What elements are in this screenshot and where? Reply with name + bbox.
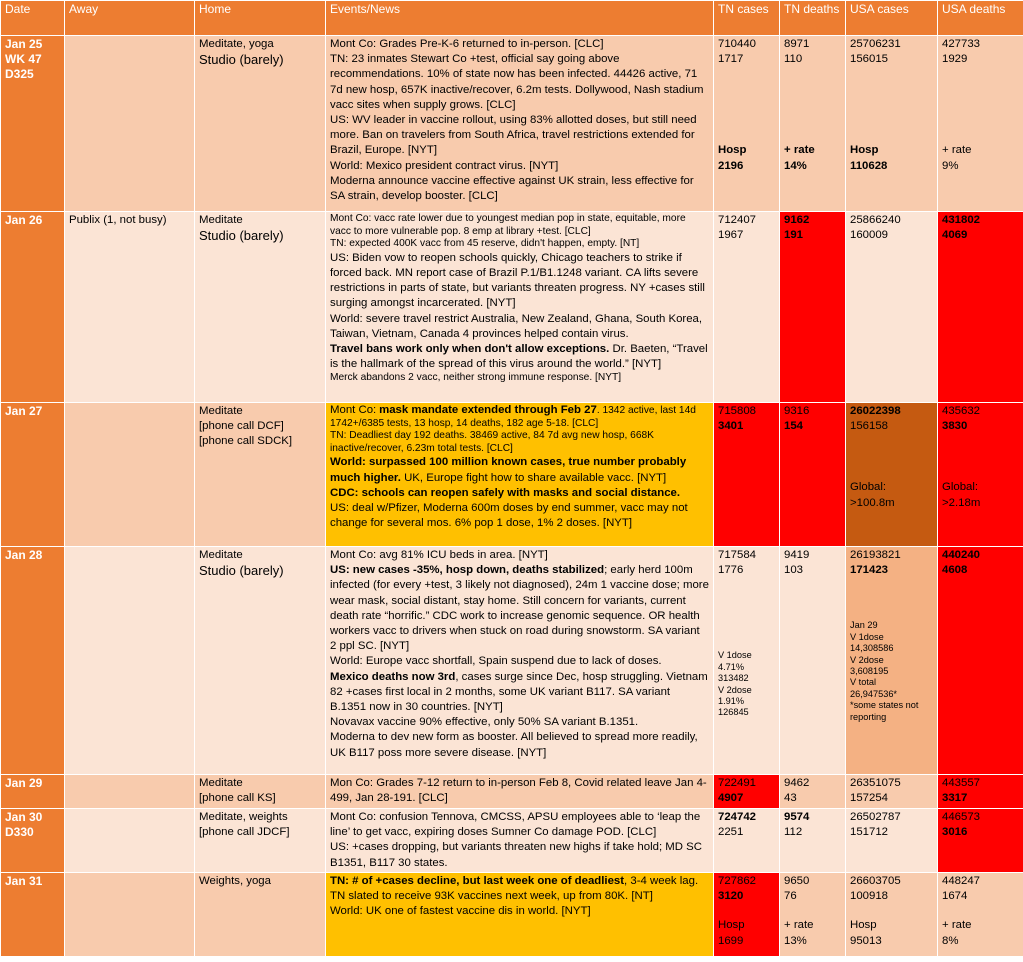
tn-deaths-cell: 9316 154 (780, 403, 846, 547)
tn-deaths-cell: 8971 110 + rate 14% (780, 36, 846, 212)
home-cell: Meditate [phone call DCF] [phone call SDCK] (195, 403, 326, 547)
tn-cases-cell: 710440 1717 Hosp 2196 (714, 36, 780, 212)
date-cell: Jan 30 D330 (1, 809, 65, 873)
tn-cases-cell: 724742 2251 (714, 809, 780, 873)
home-cell: Weights, yoga (195, 873, 326, 957)
away-cell (65, 36, 195, 212)
events-cell: TN: # of +cases decline, but last week one of deadliest, 3-4 week lag. TN slated to receive 93K vaccines next week, up from 80K. [NT] World: UK one of fastest vaccine dis in world. [NYT] (326, 873, 714, 957)
tn-deaths-cell: 9419 103 (780, 547, 846, 775)
tn-deaths-cell: 9162 191 (780, 212, 846, 403)
away-cell (65, 809, 195, 873)
date-cell: Jan 27 (1, 403, 65, 547)
home-cell: Meditate, weights [phone call JDCF] (195, 809, 326, 873)
events-cell: Mont Co: mask mandate extended through Feb 27. 1342 active, last 14d 1742+/6385 tests, 13 hosp, 14 deaths, 182 age 5-18. [CLC] TN: Deadliest day 192 deaths. 38469 active, 84 7d avg new hosp, 668K inactive/recover, 6.23m total tests. [CLC] World: surpassed 100 million known cases, true number probably much higher. UK, Europe fight how to share available vacc. [NYT] CDC: schools can reopen safely with masks and social distance. US: deal w/Pfizer, Moderna 600m doses by end summer, vacc may not change for several mos. 6% pop 1 dose, 1% 2 doses. [NYT] (326, 403, 714, 547)
usa-cases-cell: 26022398 156158 Global: >100.8m (846, 403, 938, 547)
home-cell: Meditate, yoga Studio (barely) (195, 36, 326, 212)
tn-cases-cell: 712407 1967 (714, 212, 780, 403)
home-cell: Meditate [phone call KS] (195, 775, 326, 809)
table-row (1, 403, 1023, 547)
home-cell: Meditate Studio (barely) (195, 212, 326, 403)
header-tn-deaths: TN deaths (780, 1, 846, 36)
away-cell (65, 775, 195, 809)
usa-deaths-cell: 440240 4608 (938, 547, 1023, 775)
usa-cases-cell: 25706231 156015 Hosp 110628 (846, 36, 938, 212)
tn-cases-cell: 722491 4907 (714, 775, 780, 809)
tn-deaths-cell: 9462 43 (780, 775, 846, 809)
header-away: Away (65, 1, 195, 36)
usa-cases-cell: 26351075 157254 (846, 775, 938, 809)
usa-cases-cell: 26603705 100918 Hosp 95013 (846, 873, 938, 957)
date-cell: Jan 26 (1, 212, 65, 403)
usa-cases-cell: 26502787 151712 (846, 809, 938, 873)
header-events: Events/News (326, 1, 714, 36)
table-row (1, 775, 1023, 809)
events-cell: Mont Co: confusion Tennova, CMCSS, APSU employees able to ‘leap the line’ to get vacc, expiring doses Sumner Co damage POD. [CLC] US: +cases dropping, but variants threaten new highs if take hold; MD SC B1351, B117 30 states. (326, 809, 714, 873)
usa-deaths-cell: 427733 1929 + rate 9% (938, 36, 1023, 212)
usa-deaths-cell: 446573 3016 (938, 809, 1023, 873)
usa-deaths-cell: 443557 3317 (938, 775, 1023, 809)
away-cell (65, 403, 195, 547)
usa-cases-cell: 26193821 171423 Jan 29 V 1dose 14,308586 V 2dose 3,608195 V total 26,947536* *some states not reporting (846, 547, 938, 775)
date-cell: Jan 25 WK 47 D325 (1, 36, 65, 212)
tn-cases-cell: 717584 1776 V 1dose 4.71% 313482 V 2dose 1.91% 126845 (714, 547, 780, 775)
header-row (1, 1, 1023, 36)
header-usa-deaths: USA deaths (938, 1, 1023, 36)
tn-cases-cell: 727862 3120 Hosp 1699 (714, 873, 780, 957)
date-cell: Jan 31 (1, 873, 65, 957)
away-cell: Publix (1, not busy) (65, 212, 195, 403)
header-usa-cases: USA cases (846, 1, 938, 36)
usa-deaths-cell: 435632 3830 Global: >2.18m (938, 403, 1023, 547)
header-date: Date (1, 1, 65, 36)
away-cell (65, 547, 195, 775)
usa-cases-cell: 25866240 160009 (846, 212, 938, 403)
table-row (1, 873, 1023, 957)
home-cell: Meditate Studio (barely) (195, 547, 326, 775)
header-tn-cases: TN cases (714, 1, 780, 36)
header-home: Home (195, 1, 326, 36)
away-cell (65, 873, 195, 957)
tn-deaths-cell: 9650 76 + rate 13% (780, 873, 846, 957)
date-cell: Jan 28 (1, 547, 65, 775)
table-row (1, 36, 1023, 212)
events-cell: Mont Co: avg 81% ICU beds in area. [NYT] US: new cases -35%, hosp down, deaths stabilized; early herd 100m infected (for every +test, 3 likely not diagnosed), 24m 1 vaccine dose; more wear mask, social distant, stay home. Still concern for variants, current death rate “horrific.” CDC work to increase genomic sequence. OR health workers vacc to drivers when stuck on road during snowstorm. SA variant 2 ppl SC. [NYT] World: Europe vacc shortfall, Spain suspend due to lack of doses. Mexico deaths now 3rd, cases surge since Dec, hosp struggling. Vietnam 82 +cases first local in 2 months, some UK variant B117. SA variant B.1351 now in 30 countries. [NYT] Novavax vaccine 90% effective, only 50% SA variant B.1351. Moderna to dev new form as booster. All believed to spread more readily, UK B117 poss more severe disease. [NYT] (326, 547, 714, 775)
date-cell: Jan 29 (1, 775, 65, 809)
events-cell: Mon Co: Grades 7-12 return to in-person Feb 8, Covid related leave Jan 4-499, Jan 28-191. [CLC] (326, 775, 714, 809)
usa-deaths-cell: 431802 4069 (938, 212, 1023, 403)
tn-cases-cell: 715808 3401 (714, 403, 780, 547)
tn-deaths-cell: 9574 112 (780, 809, 846, 873)
events-cell: Mont Co: Grades Pre-K-6 returned to in-person. [CLC] TN: 23 inmates Stewart Co +test, official say going above recommendations. 10% of state now has been infected. 44426 active, 71 7d new hosp, 657K inactive/recover, 6.2m tests. Dollywood, Nash stadium vacc sites when supply grows. [CLC] US: WV leader in vaccine rollout, using 83% allotted doses, but still need more. Ban on travelers from South Africa, travel restrictions extended for Brazil, Europe. [NYT] World: Mexico president contract virus. [NYT] Moderna announce vaccine effective against UK strain, less effective for SA strain, develop booster. [CLC] (326, 36, 714, 212)
table-row (1, 809, 1023, 873)
events-cell: Mont Co: vacc rate lower due to youngest median pop in state, equitable, more vacc to more vulnerable pop. 8 emp at library +test. [CLC] TN: expected 400K vacc from 45 reserve, didn't happen, empty. [NT] US: Biden vow to reopen schools quickly, Chicago teachers to strike if forced back. MN report case of Brazil P.1/B1.1248 variant. CA lifts severe restrictions in parts of state, but variants threaten progress. NY +cases still surging amongst incarcerated. [NYT] World: severe travel restrict Australia, New Zealand, Ghana, South Korea, Taiwan, Vietnam, Canada 4 provinces helped contain virus. Travel bans work only when don't allow exceptions. Dr. Baeten, “Travel is the hallmark of the spread of this virus around the world.” [NYT] Merck abandons 2 vacc, neither strong immune response. [NYT] (326, 212, 714, 403)
usa-deaths-cell: 448247 1674 + rate 8% (938, 873, 1023, 957)
table-row (1, 547, 1023, 775)
table-row (1, 212, 1023, 403)
